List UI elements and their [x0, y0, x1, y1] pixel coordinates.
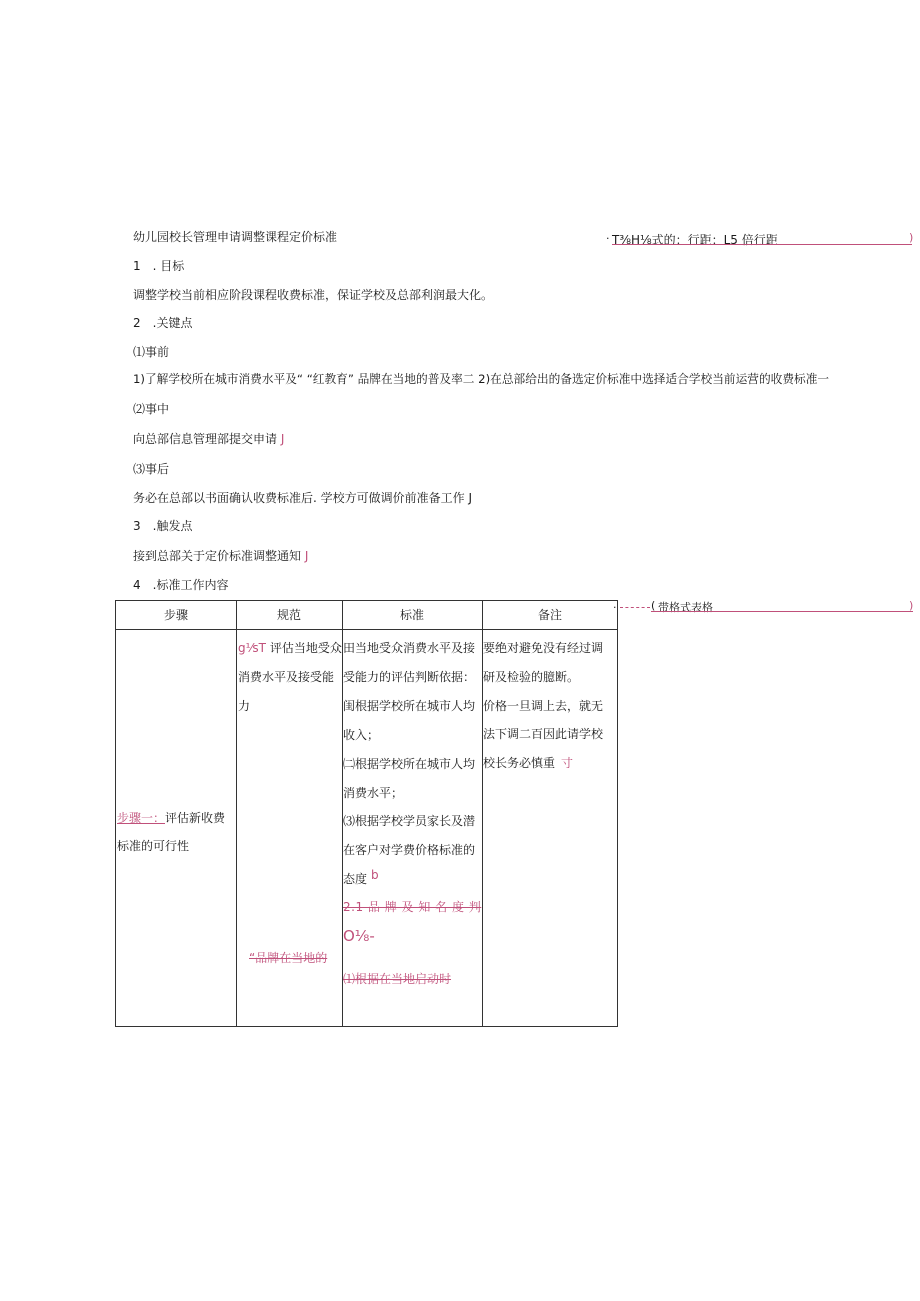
section-2-2-heading: ⑵事中 — [133, 402, 170, 416]
revision-format-note[interactable]: T⅜H⅛式的：行距：L5 倍行距 — [612, 233, 778, 247]
section-3-heading: 3 .触发点 — [133, 519, 193, 533]
section-2-2-body — [133, 432, 284, 446]
section-4-heading: 4 .标准工作内容 — [133, 578, 229, 592]
standard-cell-line: 消费水平； — [343, 785, 404, 800]
header-step: 步骤 — [163, 608, 188, 622]
standard-cell-line: ㈡根据学校所在城市人均 — [343, 756, 476, 771]
step-label-text: 评估新收费 — [165, 811, 226, 825]
revision-mark: J — [280, 432, 285, 446]
column-divider — [236, 601, 237, 1026]
column-divider — [482, 601, 483, 1026]
document-title: 幼儿园校长管理申请调整课程定价标准 — [133, 230, 338, 244]
standard-revision-mark: b — [371, 868, 379, 882]
section-2-1-heading: ⑴事前 — [133, 345, 170, 359]
revision-end-mark: ) — [909, 599, 914, 612]
standard-cell-line: 收入； — [343, 727, 380, 742]
header-standard: 标准 — [399, 608, 424, 622]
header-note: 备注 — [537, 608, 562, 622]
revision-leader — [620, 607, 650, 608]
section-3-body — [133, 549, 308, 563]
section-2-2-text: 向总部信息管理部提交申请 — [133, 432, 278, 446]
standard-cell-line: 受能力的评估判断依据： — [343, 669, 476, 684]
step-label-revised: 步骤一： — [117, 811, 166, 825]
note-revision-mark: 寸 — [561, 756, 574, 770]
standard-deleted-line: O⅛- — [343, 927, 375, 945]
standard-cell-line: 闺根据学校所在城市人均 — [343, 698, 476, 713]
norm-revision-mark: g⅟sT — [238, 641, 267, 655]
note-cell-line: 价格一旦调上去，就无 — [483, 698, 604, 713]
revision-mark: J — [304, 549, 309, 563]
revision-bracket: ( — [651, 599, 656, 612]
header-norm: 规范 — [276, 608, 301, 622]
note-cell-line: 要绝对避免没有经过调 — [483, 641, 604, 655]
section-2-heading: 2 .关键点 — [133, 316, 193, 330]
section-1-body: 调整学校当前相应阶段课程收费标准，保证学校及总部利润最大化。 — [133, 288, 494, 302]
section-1-heading: 1 . 目标 — [133, 259, 185, 273]
standard-work-table — [115, 600, 618, 1027]
note-cell-line: 校长务必慎重 — [483, 756, 556, 771]
note-cell-line: 法下调二百因此请学校 — [483, 727, 604, 742]
revision-table-format-note[interactable]: 带格式表格 — [658, 601, 713, 614]
norm-cell-line: 消费水平及接受能 — [238, 670, 335, 684]
revision-marker: · — [606, 232, 610, 245]
note-cell-line: 研及检验的臆断。 — [483, 669, 580, 684]
standard-cell-line: 田当地受众消费水平及接 — [343, 641, 476, 655]
step-cell-line: 标准的可行性 — [117, 839, 190, 853]
section-2-3-heading: ⑶事后 — [133, 462, 170, 476]
section-3-text: 接到总部关于定价标准调整通知 — [133, 549, 302, 563]
standard-cell-line: ⑶根据学校学员家长及潜 — [343, 814, 476, 829]
section-2-1-body: 1)了解学校所在城市消费水平及“ “红教育” 品牌在当地的普及率二 2)在总部给出的备选定价标准中选择适合学校当前运营的收费标准一 — [133, 372, 830, 386]
norm-text: 评估当地受众 — [269, 641, 342, 655]
standard-deleted-line: 2.1 品 牌 及 知 名 度 判 — [343, 900, 482, 914]
norm-cell-line: 力 — [238, 699, 251, 713]
standard-cell-line: 态度 — [343, 872, 368, 887]
revision-end-mark: ) — [909, 231, 914, 244]
revision-line — [651, 611, 913, 612]
step-cell-line — [117, 811, 225, 825]
norm-deleted-text: “品牌在当地的 — [249, 951, 328, 965]
section-2-3-body: 务必在总部以书面确认收费标准后. 学校方可做调价前准备工作 J — [133, 491, 472, 505]
standard-deleted-line: ⑴根据在当地启动时 — [343, 972, 452, 986]
standard-cell-line: 在客户对学费价格标准的 — [343, 843, 476, 858]
revision-marker: · — [613, 601, 617, 614]
header-divider — [116, 629, 617, 630]
revision-line — [612, 244, 912, 245]
norm-cell-line — [238, 641, 342, 655]
